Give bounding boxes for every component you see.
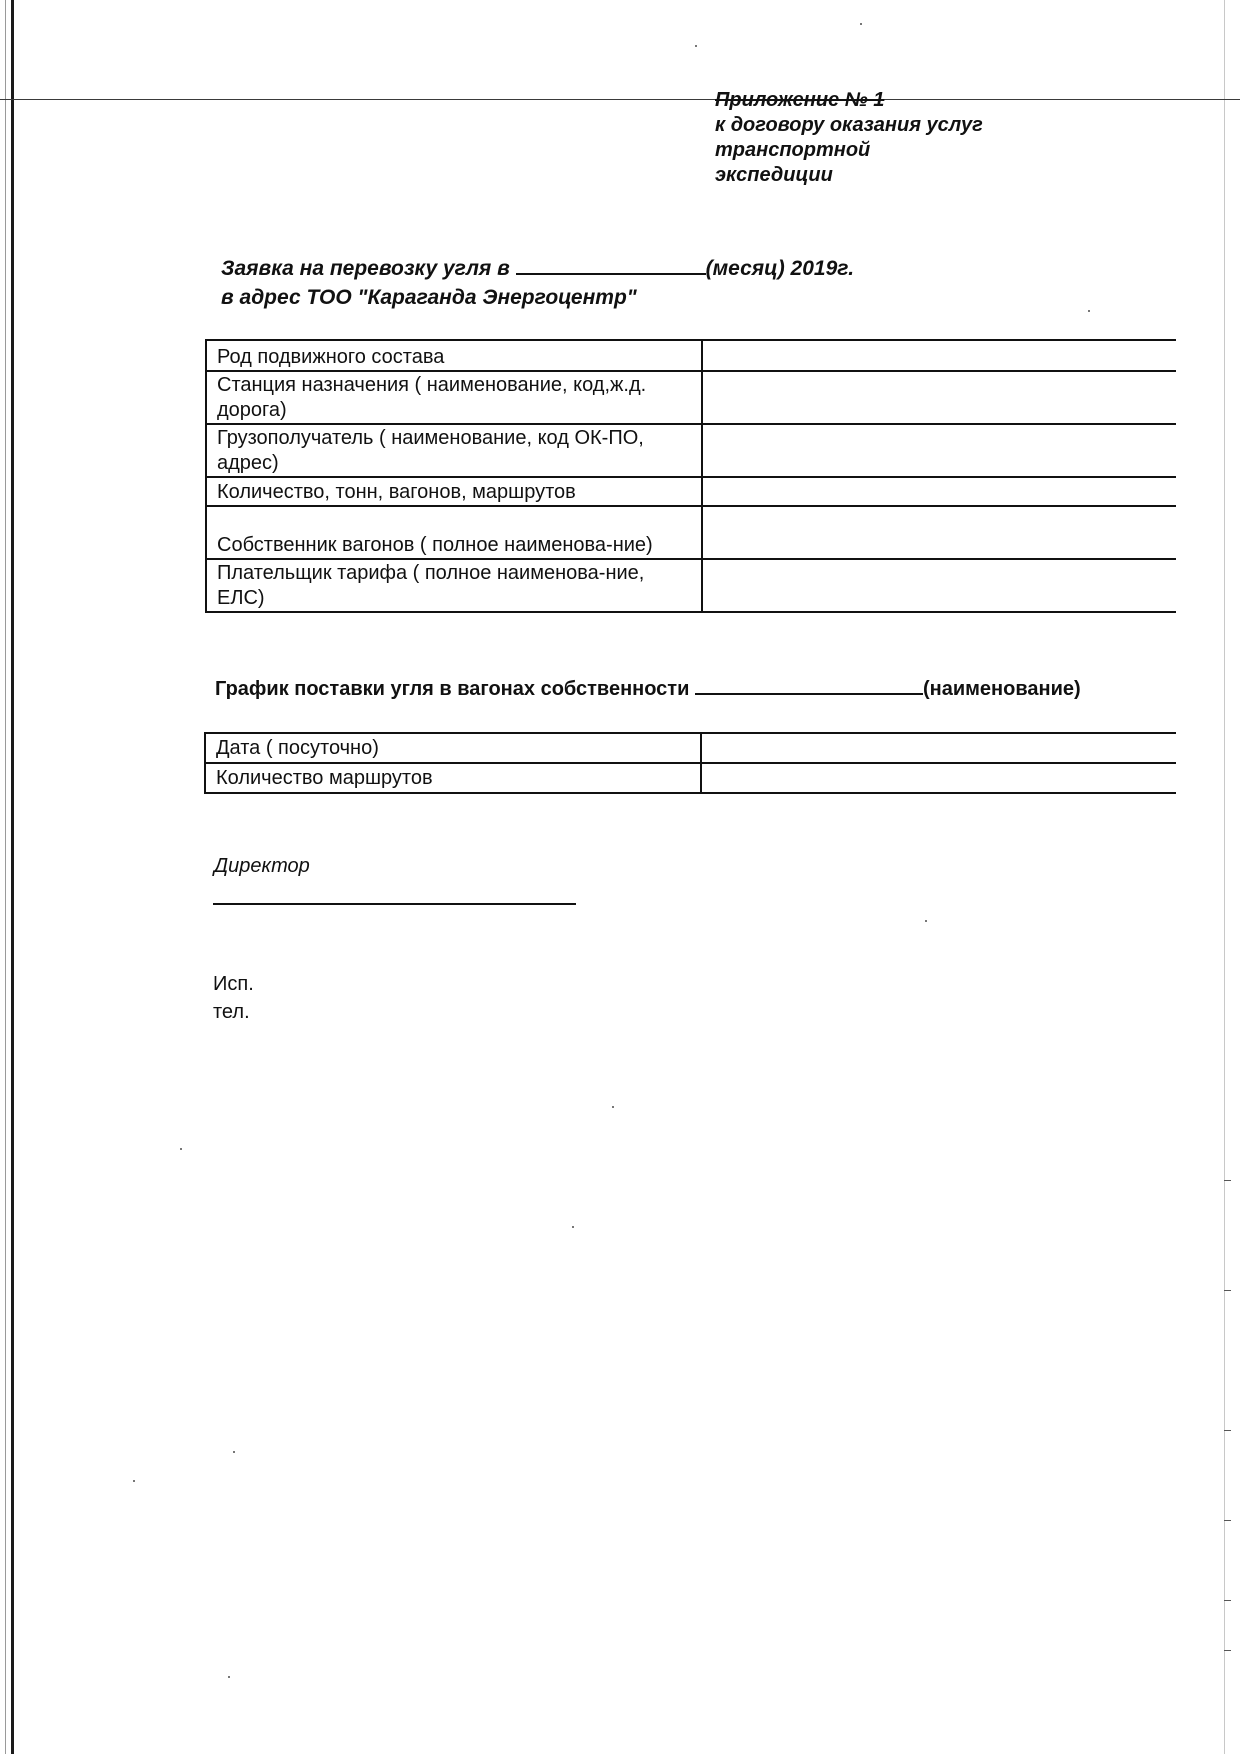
request-title-line-1 bbox=[221, 254, 854, 283]
executor-label: Исп. bbox=[213, 973, 254, 995]
scan-left-edge bbox=[11, 0, 14, 1754]
row-value-field[interactable] bbox=[701, 763, 1176, 793]
table-row bbox=[206, 371, 1176, 424]
row-label: Количество маршрутов bbox=[205, 763, 701, 793]
row-label: Род подвижного состава bbox=[206, 340, 702, 371]
owner-blank-field[interactable] bbox=[695, 675, 923, 695]
request-title-line-2: в адрес ТОО "Караганда Энергоцентр" bbox=[221, 286, 637, 309]
scan-speck bbox=[228, 1676, 230, 1678]
row-value-field[interactable] bbox=[702, 340, 1176, 371]
appendix-header bbox=[715, 88, 983, 188]
row-label: Плательщик тарифа ( полное наименова-ние, ЕЛС) bbox=[206, 559, 702, 612]
scan-left-edge-thin bbox=[5, 0, 6, 1754]
scan-speck bbox=[572, 1226, 574, 1228]
request-title-suffix: (месяц) 2019г. bbox=[705, 257, 855, 280]
row-value-field[interactable] bbox=[701, 733, 1176, 763]
request-title-prefix: Заявка на перевозку угля в bbox=[221, 257, 510, 280]
month-blank-field[interactable] bbox=[516, 255, 706, 275]
scan-margin-mark bbox=[1224, 1180, 1231, 1181]
scan-speck bbox=[1088, 310, 1090, 312]
row-label: Грузополучатель ( наименование, код ОК-ПО, адрес) bbox=[206, 424, 702, 477]
scan-speck bbox=[612, 1106, 614, 1108]
row-label: Дата ( посуточно) bbox=[205, 733, 701, 763]
scan-margin-mark bbox=[1224, 1430, 1231, 1431]
scan-margin-mark bbox=[1224, 1650, 1231, 1651]
scan-speck bbox=[695, 45, 697, 47]
scan-margin-mark bbox=[1224, 1600, 1231, 1601]
table-row bbox=[206, 340, 1176, 371]
scan-speck bbox=[860, 23, 862, 25]
schedule-table bbox=[204, 732, 1176, 794]
scan-speck bbox=[925, 920, 927, 922]
row-value-field[interactable] bbox=[702, 477, 1176, 506]
scan-speck bbox=[233, 1451, 235, 1453]
appendix-line: экспедиции bbox=[715, 164, 833, 186]
row-value-field[interactable] bbox=[702, 424, 1176, 477]
scan-right-edge bbox=[1224, 0, 1225, 1754]
request-title bbox=[221, 254, 854, 312]
phone-label: тел. bbox=[213, 1001, 250, 1023]
row-value-field[interactable] bbox=[702, 371, 1176, 424]
row-label: Количество, тонн, вагонов, маршрутов bbox=[206, 477, 702, 506]
table-row bbox=[206, 506, 1176, 559]
row-value-field[interactable] bbox=[702, 559, 1176, 612]
scan-margin-mark bbox=[1224, 1290, 1231, 1291]
table-row bbox=[206, 477, 1176, 506]
scan-speck bbox=[180, 1148, 182, 1150]
table-row bbox=[206, 559, 1176, 612]
application-table bbox=[205, 339, 1176, 613]
schedule-title-prefix: График поставки угля в вагонах собственности bbox=[215, 678, 690, 700]
row-label: Собственник вагонов ( полное наименова-ние) bbox=[206, 506, 702, 559]
appendix-line: Приложение № 1 bbox=[715, 89, 885, 111]
scan-horizontal-line bbox=[0, 99, 1240, 100]
table-row bbox=[206, 424, 1176, 477]
signature-line[interactable] bbox=[213, 903, 576, 905]
scan-speck bbox=[133, 1480, 135, 1482]
appendix-line: к договору оказания услуг bbox=[715, 114, 983, 136]
appendix-line: транспортной bbox=[715, 139, 871, 161]
schedule-title bbox=[215, 675, 1081, 703]
table-row bbox=[205, 763, 1176, 793]
schedule-title-suffix: (наименование) bbox=[922, 678, 1081, 700]
scan-margin-mark bbox=[1224, 1520, 1231, 1521]
row-value-field[interactable] bbox=[702, 506, 1176, 559]
contacts-block bbox=[213, 970, 254, 1026]
director-label: Директор bbox=[214, 855, 310, 877]
table-row bbox=[205, 733, 1176, 763]
row-label: Станция назначения ( наименование, код,ж.д. дорога) bbox=[206, 371, 702, 424]
